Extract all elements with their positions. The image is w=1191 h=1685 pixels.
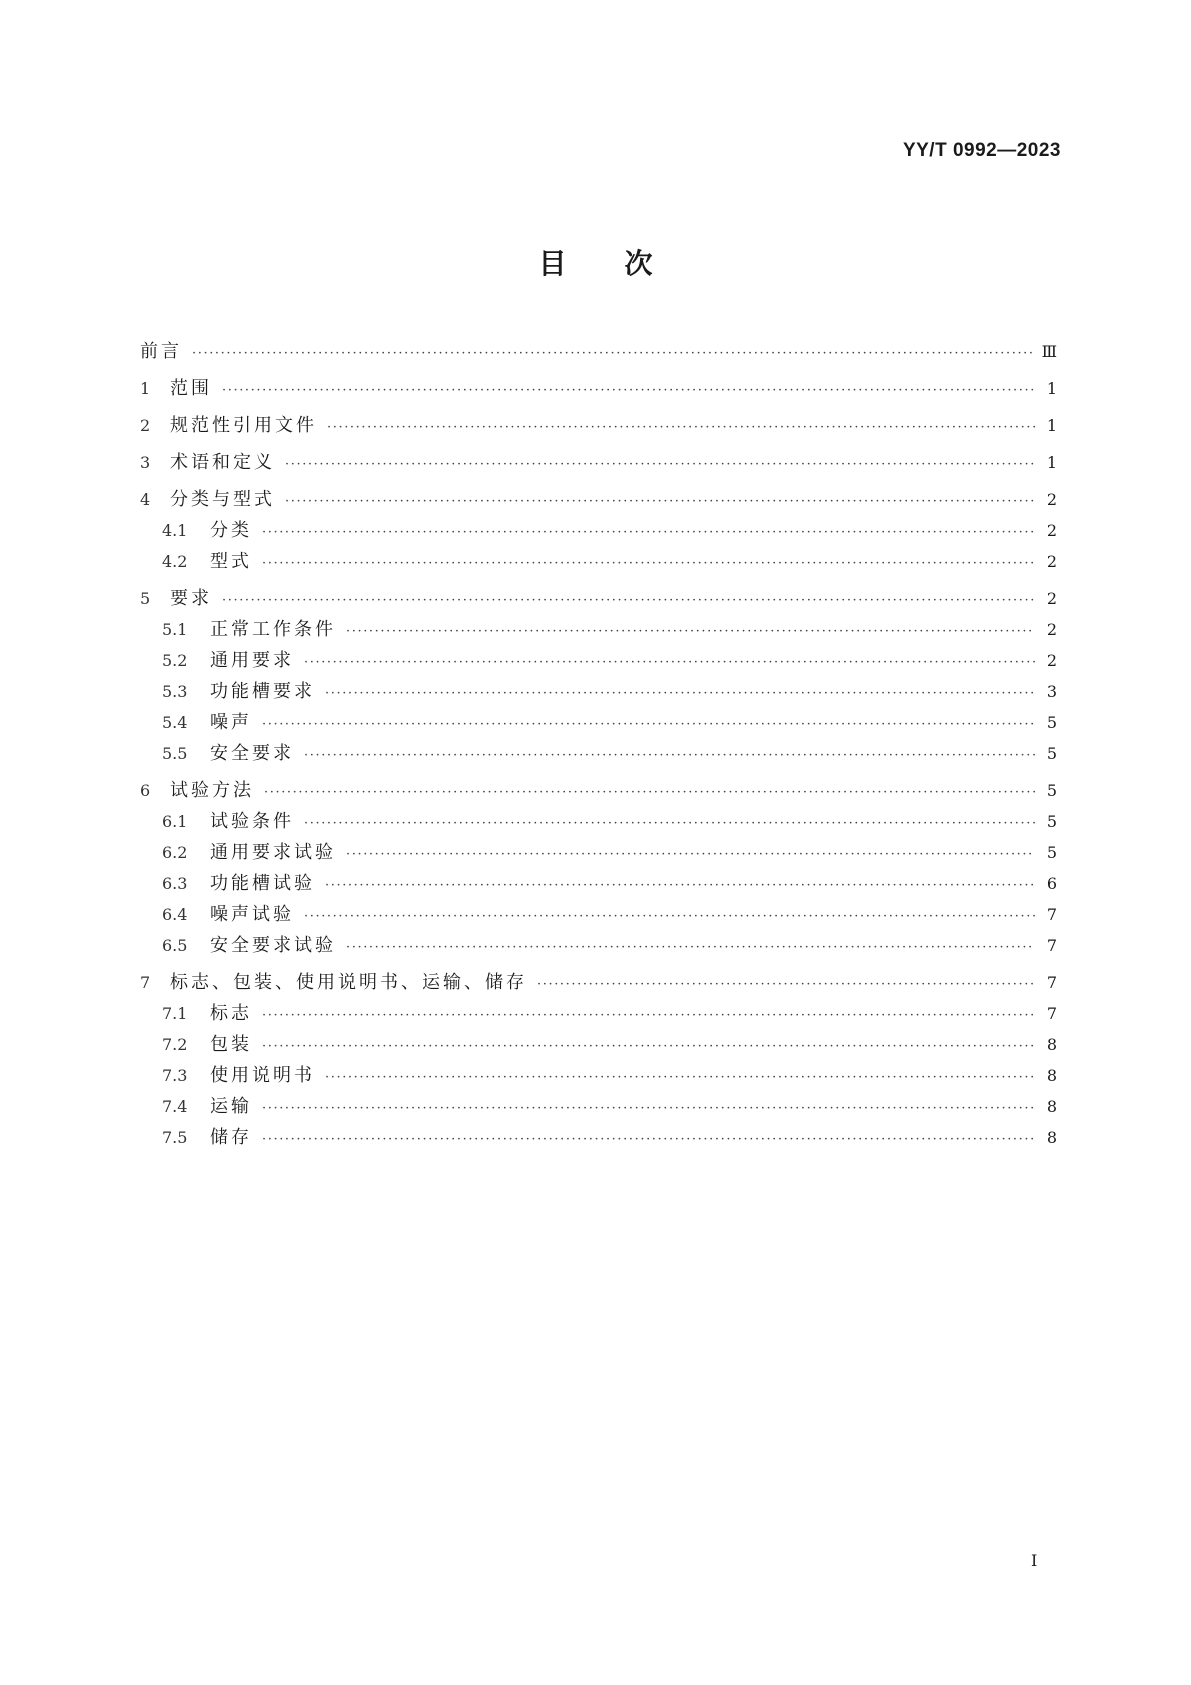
dot-leader	[346, 616, 1035, 647]
toc-entry[interactable]	[140, 899, 1057, 930]
toc-entry-number: 1	[140, 379, 151, 398]
toc-entry[interactable]	[140, 410, 1057, 441]
dot-leader	[325, 678, 1035, 709]
dot-leader	[304, 740, 1035, 771]
toc-entry-label: 噪声	[210, 712, 252, 733]
title-part-2: 次	[624, 247, 653, 280]
toc-entry-number: 3	[140, 453, 151, 472]
toc-entry-label: 分类与型式	[170, 489, 275, 510]
toc-entry-number: 6.5	[162, 936, 188, 955]
toc-entry-page: 2	[1046, 490, 1057, 509]
toc-entry-page: 3	[1046, 682, 1057, 701]
toc-entry[interactable]	[140, 546, 1057, 577]
toc-entry-label: 安全要求试验	[210, 935, 336, 956]
toc-entry-number: 5.2	[162, 651, 188, 670]
toc-entry-label: 分类	[210, 520, 252, 541]
toc-entry[interactable]	[140, 930, 1057, 961]
toc-entry-number: 5.3	[162, 682, 188, 701]
toc-entry-page: 7	[1046, 1004, 1057, 1023]
toc-entry[interactable]	[140, 583, 1057, 614]
toc-entry-label: 正常工作条件	[210, 619, 336, 640]
toc-entry-label: 功能槽试验	[210, 873, 315, 894]
dot-leader	[262, 517, 1035, 548]
toc-entry-page: 5	[1046, 843, 1057, 862]
dot-leader	[222, 585, 1035, 616]
toc-entry-label: 使用说明书	[210, 1065, 315, 1086]
dot-leader	[285, 486, 1035, 517]
toc-entry[interactable]	[140, 868, 1057, 899]
dot-leader	[325, 870, 1035, 901]
toc-entry-label: 功能槽要求	[210, 681, 315, 702]
toc-entry-number: 7.2	[162, 1035, 188, 1054]
standard-number: YY/T 0992—2023	[902, 140, 1061, 161]
toc-entry-number: 5	[140, 589, 151, 608]
toc-entry[interactable]	[140, 447, 1057, 478]
toc-entry-page: 7	[1046, 905, 1057, 924]
toc-entry-page: 2	[1046, 620, 1057, 639]
toc-entry-label: 试验条件	[210, 811, 294, 832]
toc-entry[interactable]	[140, 707, 1057, 738]
toc-entry-number: 7.1	[162, 1004, 188, 1023]
dot-leader	[325, 1062, 1035, 1093]
toc-entry-label: 运输	[210, 1096, 252, 1117]
toc-entry-number: 7	[140, 973, 151, 992]
dot-leader	[264, 777, 1035, 808]
toc-entry-label: 标志	[210, 1003, 252, 1024]
toc-entry-label: 范围	[170, 378, 212, 399]
toc-entry[interactable]	[140, 837, 1057, 868]
toc-entry-page: 5	[1046, 713, 1057, 732]
toc-entry-page: 7	[1046, 973, 1057, 992]
toc-entry-label: 通用要求	[210, 650, 294, 671]
dot-leader	[304, 647, 1035, 678]
toc-entry[interactable]	[140, 676, 1057, 707]
toc-entry[interactable]	[140, 1122, 1057, 1153]
toc-entry-label: 试验方法	[170, 780, 254, 801]
toc-entry[interactable]	[140, 336, 1057, 367]
page-number: I	[1031, 1551, 1038, 1570]
toc-entry-page: 2	[1046, 521, 1057, 540]
toc-entry[interactable]	[140, 1060, 1057, 1091]
toc-entry-label: 安全要求	[210, 743, 294, 764]
dot-leader	[304, 901, 1035, 932]
toc-entry-label: 前言	[140, 341, 182, 362]
toc-entry[interactable]	[140, 515, 1057, 546]
toc-entry-page: 5	[1046, 744, 1057, 763]
toc-entry[interactable]	[140, 806, 1057, 837]
dot-leader	[262, 1031, 1035, 1062]
dot-leader	[222, 375, 1035, 406]
toc-entry[interactable]	[140, 484, 1057, 515]
toc-entry-page: 2	[1046, 589, 1057, 608]
dot-leader	[537, 969, 1035, 1000]
toc-entry-number: 2	[140, 416, 151, 435]
toc-entry-number: 7.4	[162, 1097, 188, 1116]
toc-entry-page: 1	[1046, 416, 1057, 435]
page-title	[0, 242, 1191, 282]
dot-leader	[192, 338, 1034, 369]
toc-entry-page: 2	[1046, 552, 1057, 571]
title-part-1: 目	[538, 247, 567, 280]
toc-entry-page: 2	[1046, 651, 1057, 670]
toc-entry[interactable]	[140, 373, 1057, 404]
dot-leader	[262, 1124, 1035, 1155]
table-of-contents	[140, 336, 1057, 1153]
toc-entry-number: 5.4	[162, 713, 188, 732]
toc-entry[interactable]	[140, 614, 1057, 645]
toc-entry-label: 包装	[210, 1034, 252, 1055]
toc-entry-label: 储存	[210, 1127, 252, 1148]
toc-entry-number: 6.1	[162, 812, 188, 831]
toc-entry[interactable]	[140, 645, 1057, 676]
toc-entry-page: 5	[1046, 781, 1057, 800]
toc-entry-page: 8	[1046, 1128, 1057, 1147]
toc-entry[interactable]	[140, 775, 1057, 806]
dot-leader	[262, 1093, 1035, 1124]
toc-entry-number: 4	[140, 490, 151, 509]
toc-entry-page: 6	[1046, 874, 1057, 893]
toc-entry[interactable]	[140, 998, 1057, 1029]
dot-leader	[327, 412, 1035, 443]
toc-entry[interactable]	[140, 1091, 1057, 1122]
toc-entry-page: Ⅲ	[1041, 342, 1057, 361]
toc-entry-number: 6.2	[162, 843, 188, 862]
toc-entry-page: 1	[1046, 379, 1057, 398]
toc-entry-label: 术语和定义	[170, 452, 275, 473]
toc-entry-label: 型式	[210, 551, 252, 572]
toc-entry-page: 8	[1046, 1066, 1057, 1085]
toc-entry-page: 1	[1046, 453, 1057, 472]
dot-leader	[346, 932, 1035, 963]
toc-entry-number: 4.1	[162, 521, 188, 540]
toc-entry-label: 噪声试验	[210, 904, 294, 925]
toc-entry[interactable]	[140, 967, 1057, 998]
toc-entry-number: 6.3	[162, 874, 188, 893]
toc-entry-number: 6	[140, 781, 151, 800]
toc-entry-number: 5.5	[162, 744, 188, 763]
toc-entry-number: 7.3	[162, 1066, 188, 1085]
toc-entry-page: 7	[1046, 936, 1057, 955]
toc-entry-label: 要求	[170, 588, 212, 609]
toc-entry-number: 5.1	[162, 620, 188, 639]
toc-entry[interactable]	[140, 1029, 1057, 1060]
toc-entry-page: 8	[1046, 1097, 1057, 1116]
toc-entry-page: 5	[1046, 812, 1057, 831]
toc-entry-label: 标志、包装、使用说明书、运输、储存	[170, 972, 527, 993]
toc-entry-label: 规范性引用文件	[170, 415, 317, 436]
toc-entry[interactable]	[140, 738, 1057, 769]
dot-leader	[262, 1000, 1035, 1031]
dot-leader	[262, 548, 1035, 579]
toc-entry-page: 8	[1046, 1035, 1057, 1054]
dot-leader	[285, 449, 1035, 480]
dot-leader	[346, 839, 1035, 870]
toc-entry-number: 6.4	[162, 905, 188, 924]
toc-entry-number: 7.5	[162, 1128, 188, 1147]
toc-entry-number: 4.2	[162, 552, 188, 571]
dot-leader	[262, 709, 1035, 740]
toc-entry-label: 通用要求试验	[210, 842, 336, 863]
dot-leader	[304, 808, 1035, 839]
